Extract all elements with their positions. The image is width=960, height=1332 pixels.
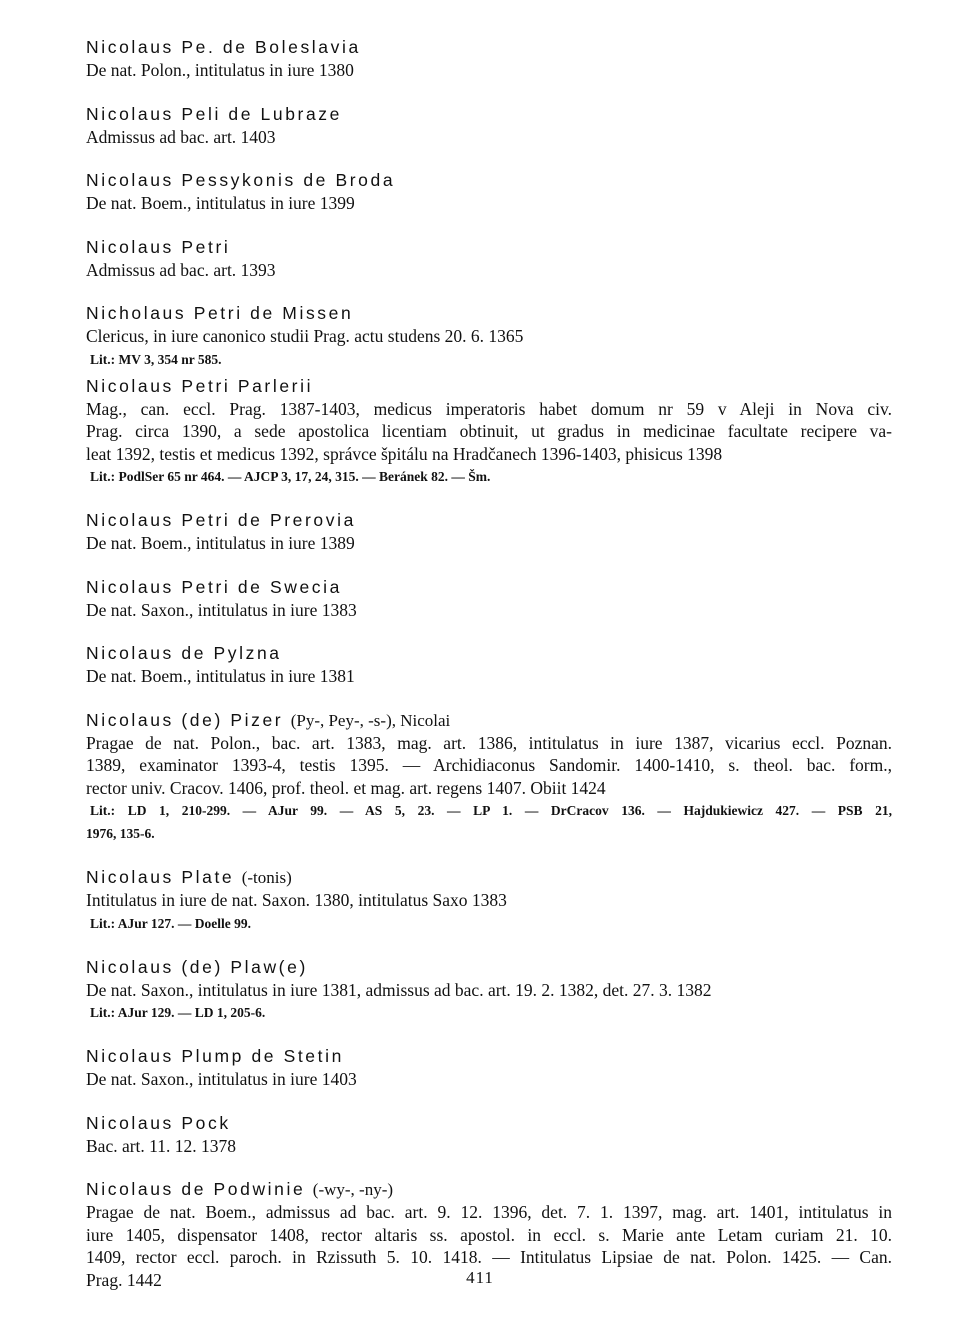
literature-reference: [86, 799, 892, 845]
entry-body: [86, 732, 892, 800]
entry-name-text: Nicolaus Petri de Prerovia: [86, 510, 356, 530]
register-entry: [86, 103, 892, 149]
register-entry: [86, 709, 892, 846]
entry-text-line: Pragae de nat. Polon., bac. art. 1383, mag. art. 1386, intitulatus in iure 1387, vicarius eccl. Poznan.: [86, 732, 892, 753]
entry-name-text: Nicolaus (de) Pizer: [86, 709, 284, 730]
entry-body: [86, 889, 892, 912]
entry-name-text: Nicolaus Plump de Stetin: [86, 1046, 344, 1066]
entry-text-line: Mag., can. eccl. Prag. 1387-1403, medicus imperatoris habet domum nr 59 v Aleji in Nova civ.: [86, 398, 892, 419]
register-entry: [86, 576, 892, 622]
entry-name-variants: (-tonis): [241, 868, 292, 887]
entry-body: [86, 532, 892, 555]
entry-name: [86, 1178, 892, 1201]
register-entry: [86, 302, 892, 371]
entry-text-line: De nat. Saxon., intitulatus in iure 1381, admissus ad bac. art. 19. 2. 1382, det. 27. 3. 1382: [86, 979, 712, 1000]
literature-line: Lit.: LD 1, 210-299. — AJur 99. — AS 5, 23. — LP 1. — DrCracov 136. — Hajdukiewicz 427. — PSB 21,: [90, 803, 892, 818]
register-page: [86, 36, 892, 1312]
entry-name: [86, 1112, 892, 1135]
entry-body: [86, 665, 892, 688]
entry-text-line: De nat. Polon., intitulatus in iure 1380: [86, 60, 354, 80]
register-entry: [86, 169, 892, 215]
entry-name-text: Nicolaus Petri Parlerii: [86, 375, 314, 396]
entry-name: [86, 236, 892, 259]
literature-reference: [86, 912, 892, 935]
entry-text-line: Admissus ad bac. art. 1393: [86, 259, 276, 280]
entry-text-line: iure 1405, dispensator 1408, rector altaris ss. apostol. in eccl. s. Marie ante Letam curiam 21. 10.: [86, 1224, 892, 1245]
entry-name-text: Nicolaus Petri: [86, 236, 231, 257]
entry-name-text: Nicolaus Pe. de Boleslavia: [86, 37, 361, 57]
register-entry: [86, 866, 892, 935]
entry-text-line: 1409, rector eccl. paroch. in Rzissuth 5. 10. 1418. — Intitulatus Lipsiae de nat. Polon. 1425. — Can.: [86, 1247, 892, 1267]
entry-name-text: Nicolaus de Podwinie: [86, 1179, 306, 1199]
entry-body: [86, 325, 892, 348]
entry-name-text: Nicolaus Plate: [86, 867, 235, 887]
entry-text-line: Bac. art. 11. 12. 1378: [86, 1135, 237, 1156]
entry-text-line: De nat. Boem., intitulatus in iure 1399: [86, 193, 355, 213]
entry-body: [86, 59, 892, 82]
entry-name: [86, 375, 892, 398]
register-entry: [86, 36, 892, 82]
literature-line: 1976, 135-6.: [86, 826, 155, 841]
literature-line: Lit.: MV 3, 354 nr 585.: [90, 351, 222, 367]
entry-name-variants: (-wy-, -ny-): [312, 1180, 394, 1199]
entry-name: [86, 956, 892, 979]
entry-text-line: Prag. circa 1390, a sede apostolica licentiam obtinuit, ut gradus in medicinae facultate recipere va-: [86, 421, 892, 441]
entry-name: [86, 169, 892, 192]
entry-body: [86, 192, 892, 215]
entry-body: [86, 398, 892, 466]
entry-name: [86, 642, 892, 665]
entry-name: [86, 1045, 892, 1068]
entry-name-text: Nicolaus (de) Plaw(e): [86, 956, 308, 977]
entry-body: [86, 1135, 892, 1158]
entry-text-line: De nat. Boem., intitulatus in iure 1389: [86, 533, 355, 553]
entry-text-line: Pragae de nat. Boem., admissus ad bac. art. 9. 12. 1396, det. 7. 1. 1397, mag. art. 1401, intitulatus in: [86, 1202, 892, 1222]
literature-line: Lit.: PodlSer 65 nr 464. — AJCP 3, 17, 24, 315. — Beránek 82. — Šm.: [90, 469, 491, 484]
entry-name-text: Nicolaus Petri de Swecia: [86, 576, 342, 597]
entry-text-line: De nat. Boem., intitulatus in iure 1381: [86, 666, 355, 686]
literature-reference: [86, 348, 892, 371]
register-entry: [86, 375, 892, 489]
entry-text-line: Admissus ad bac. art. 1403: [86, 126, 276, 147]
entry-name-text: Nicolaus Pessykonis de Broda: [86, 170, 396, 190]
entry-text-line: Prag. 1442: [86, 1269, 162, 1290]
entry-body: [86, 979, 892, 1002]
entry-text-line: Intitulatus in iure de nat. Saxon. 1380, intitulatus Saxo 1383: [86, 890, 507, 910]
register-entry: [86, 509, 892, 555]
entry-text-line: leat 1392, testis et medicus 1392, správce špitálu na Hradčanech 1396-1403, phisicus 1398: [86, 443, 723, 464]
entry-name-text: Nicolaus Peli de Lubraze: [86, 103, 342, 124]
literature-reference: [86, 465, 892, 488]
entry-name: [86, 36, 892, 59]
register-entry: [86, 236, 892, 282]
entry-name: [86, 576, 892, 599]
literature-reference: [86, 1001, 892, 1024]
page-number: 411: [466, 1268, 494, 1287]
register-entry: [86, 1112, 892, 1158]
register-entry: [86, 956, 892, 1025]
literature-line: Lit.: AJur 127. — Doelle 99.: [90, 915, 251, 931]
register-entry: [86, 642, 892, 688]
entry-body: [86, 1068, 892, 1091]
entry-text-line: Clericus, in iure canonico studii Prag. actu studens 20. 6. 1365: [86, 326, 524, 346]
entry-body: [86, 259, 892, 282]
entry-body: [86, 126, 892, 149]
literature-line: Lit.: AJur 129. — LD 1, 205-6.: [90, 1005, 266, 1020]
entry-text-line: De nat. Saxon., intitulatus in iure 1403: [86, 1069, 357, 1089]
entry-name: [86, 709, 892, 732]
entry-body: [86, 599, 892, 622]
entry-text-line: rector univ. Cracov. 1406, prof. theol. et mag. art. regens 1407. Obiit 1424: [86, 777, 606, 798]
entry-text-line: De nat. Saxon., intitulatus in iure 1383: [86, 599, 357, 620]
entry-text-line: 1389, examinator 1393-4, testis 1395. — Archidiaconus Sandomir. 1400-1410, s. theol. bac. form.,: [86, 755, 892, 775]
entry-name: [86, 103, 892, 126]
entry-name: [86, 302, 892, 325]
entry-name-text: Nicolaus de Pylzna: [86, 643, 282, 663]
entry-name-variants: (Py-, Pey-, -s-), Nicolai: [290, 710, 451, 730]
entry-name-text: Nicholaus Petri de Missen: [86, 303, 354, 323]
entry-name-text: Nicolaus Pock: [86, 1112, 231, 1133]
entry-name: [86, 866, 892, 889]
register-entry: [86, 1045, 892, 1091]
entry-name: [86, 509, 892, 532]
